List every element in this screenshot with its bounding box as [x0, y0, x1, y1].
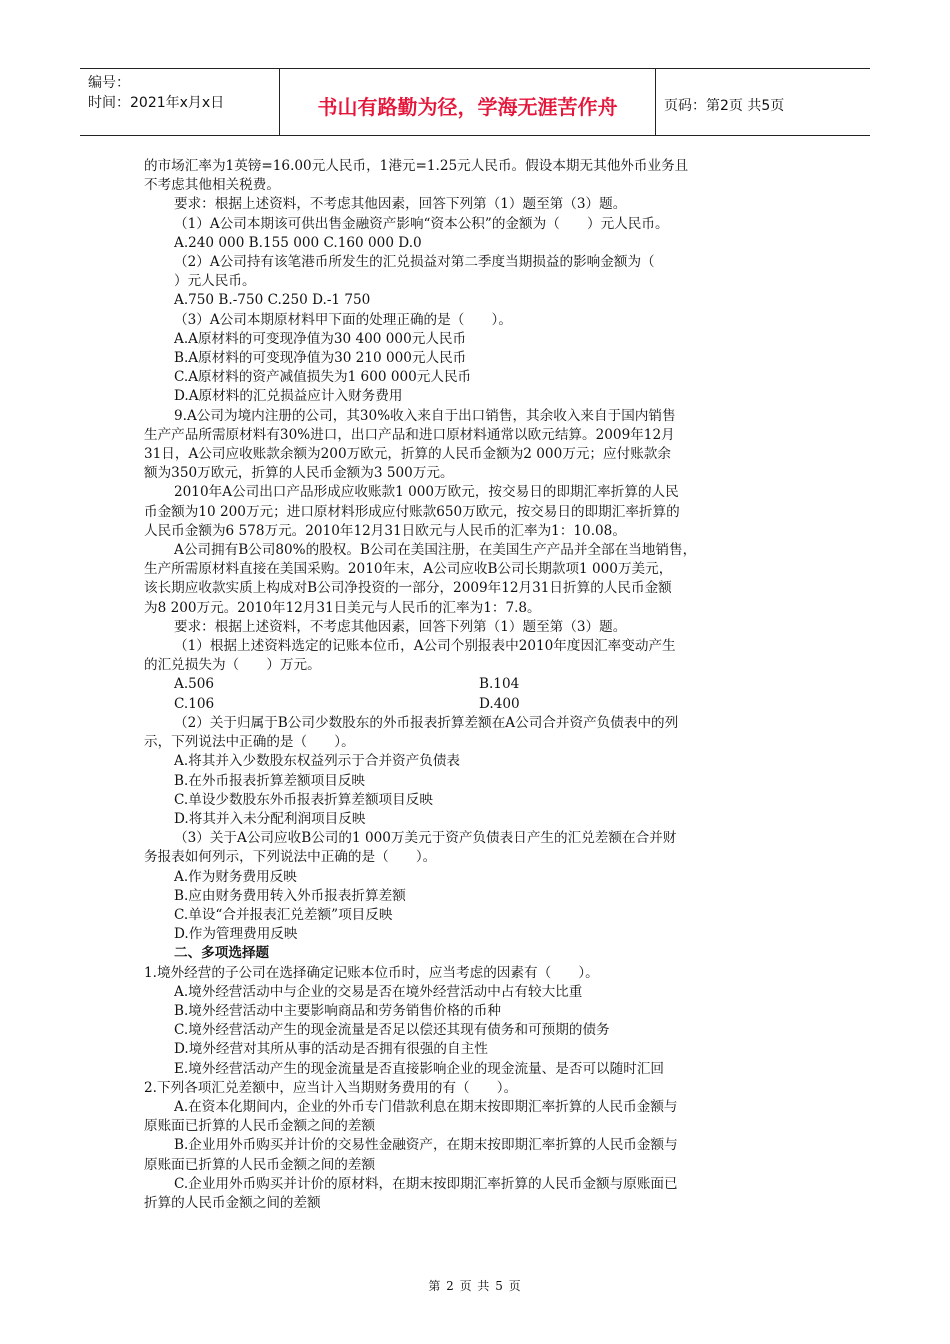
header-motto: 书山有路勤为径，学海无涯苦作舟	[280, 69, 656, 135]
text-line: 币金额为10 200万元；进口原材料形成应付账款650万欧元，按交易日的即期汇率折算的	[144, 503, 680, 520]
text-line: A.作为财务费用反映	[174, 868, 297, 885]
header-meta	[80, 69, 280, 135]
option-left: C.106	[174, 695, 215, 712]
text-line: C.单设少数股东外币报表折算差额项目反映	[174, 791, 433, 808]
text-line: 9.A公司为境内注册的公司，其30%收入来自于出口销售，其余收入来自于国内销售	[174, 407, 676, 424]
text-line: C.A原材料的资产减值损失为1 600 000元人民币	[174, 369, 472, 386]
text-line: 示，下列说法中正确的是（ ）。	[144, 734, 355, 751]
text-line: A.A原材料的可变现净值为30 400 000元人民币	[174, 330, 467, 347]
text-line: B.在外币报表折算差额项目反映	[174, 772, 366, 789]
text-line: （3）A公司本期原材料甲下面的处理正确的是（ ）。	[174, 311, 512, 328]
text-line: B.企业用外币购买并计价的交易性金融资产，在期末按即期汇率折算的人民币金额与	[174, 1137, 678, 1154]
text-line: C.单设“合并报表汇兑差额”项目反映	[174, 906, 393, 923]
option-right: B.104	[479, 676, 520, 693]
text-line: 折算的人民币金额之间的差额	[144, 1194, 321, 1211]
text-line: （1）A公司本期该可供出售金融资产影响“资本公积”的金额为（ ）元人民币。	[174, 215, 669, 232]
option-right: D.400	[479, 695, 520, 712]
text-line: 要求：根据上述资料，不考虑其他因素，回答下列第（1）题至第（3）题。	[174, 618, 627, 635]
text-line: 生产所需原材料直接在美国采购。2010年末，A公司应收B公司长期款项1 000万美元，	[144, 561, 673, 578]
text-line: 1.境外经营的子公司在选择确定记账本位币时，应当考虑的因素有（ ）。	[144, 964, 599, 981]
text-line: B.A原材料的可变现净值为30 210 000元人民币	[174, 350, 467, 367]
text-line: 生产产品所需原材料有30%进口，出口产品和进口原材料通常以欧元结算。2009年12月	[144, 426, 675, 443]
text-line: 的汇兑损失为（ ）万元。	[144, 657, 321, 674]
text-line: D.将其并入未分配利润项目反映	[174, 810, 366, 827]
text-line: D.作为管理费用反映	[174, 926, 298, 943]
text-line: 务报表如何列示，下列说法中正确的是（ ）。	[144, 849, 437, 866]
page-footer: 第 2 页 共 5 页	[428, 1279, 522, 1293]
text-line: 人民币金额为6 578万元。2010年12月31日欧元与人民币的汇率为1：10.08。	[144, 522, 626, 539]
text-line: 为8 200万元。2010年12月31日美元与人民币的汇率为1：7.8。	[144, 599, 541, 616]
text-line: A公司拥有B公司80%的股权。B公司在美国注册，在美国生产产品并全部在当地销售，	[174, 542, 697, 559]
document-number-label: 编号：	[88, 75, 130, 91]
text-line: A.240 000 B.155 000 C.160 000 D.0	[174, 234, 422, 251]
text-line: 的市场汇率为1英镑=16.00元人民币，1港元=1.25元人民币。假设本期无其他外币业务且	[144, 158, 689, 174]
text-line: 原账面已折算的人民币金额之间的差额	[144, 1118, 376, 1135]
text-line: A.750 B.-750 C.250 D.-1 750	[174, 292, 371, 309]
text-line: 不考虑其他相关税费。	[144, 177, 280, 194]
text-line: 31日，A公司应收账款余额为200万欧元，折算的人民币金额为2 000万元；应付账款余	[144, 446, 671, 463]
text-line: C.企业用外币购买并计价的原材料，在期末按即期汇率折算的人民币金额与原账面已	[174, 1175, 678, 1192]
text-line: A.境外经营活动中与企业的交易是否在境外经营活动中占有较大比重	[174, 983, 583, 1000]
text-line: 原账面已折算的人民币金额之间的差额	[144, 1156, 376, 1173]
text-line: ）元人民币。	[174, 273, 256, 290]
text-line: E.境外经营活动产生的现金流量是否直接影响企业的现金流量、是否可以随时汇回	[174, 1060, 665, 1077]
page-header	[80, 68, 870, 136]
option-left: A.506	[174, 676, 215, 693]
text-line: A.在资本化期间内，企业的外币专门借款利息在期末按即期汇率折算的人民币金额与	[174, 1098, 678, 1115]
text-line	[144, 675, 814, 694]
text-line: D.境外经营对其所从事的活动是否拥有很强的自主性	[174, 1041, 488, 1058]
text-line: C.境外经营活动产生的现金流量是否足以偿还其现有债务和可预期的债务	[174, 1022, 610, 1039]
text-line: （3）关于A公司应收B公司的1 000万美元于资产负债表日产生的汇兑差额在合并财	[174, 830, 677, 847]
text-line: （2）A公司持有该笔港币所发生的汇兑损益对第二季度当期损益的影响金额为（	[174, 254, 655, 271]
text-line: （1）根据上述资料选定的记账本位币，A公司个别报表中2010年度因汇率变动产生	[174, 638, 676, 655]
text-line: 2.下列各项汇兑差额中，应当计入当期财务费用的有（ ）。	[144, 1079, 518, 1096]
document-body	[144, 157, 814, 1213]
text-line: （2）关于归属于B公司少数股东的外币报表折算差额在A公司合并资产负债表中的列	[174, 714, 679, 731]
header-page-indicator: 页码：第2页 共5页	[664, 98, 785, 114]
document-date-label: 时间：2021年x月x日	[88, 95, 225, 111]
text-line: B.应由财务费用转入外币报表折算差额	[174, 887, 406, 904]
text-line: 2010年A公司出口产品形成应收账款1 000万欧元，按交易日的即期汇率折算的人民	[174, 484, 679, 501]
text-line: D.A原材料的汇兑损益应计入财务费用	[174, 388, 403, 405]
text-line	[144, 695, 814, 714]
text-line: A.将其并入少数股东权益列示于合并资产负债表	[174, 753, 461, 770]
section-heading: 二、多项选择题	[174, 945, 270, 962]
text-line: 额为350万欧元，折算的人民币金额为3 500万元。	[144, 465, 454, 482]
text-line: 该长期应收款实质上构成对B公司净投资的一部分，2009年12月31日折算的人民币金额	[144, 580, 672, 597]
text-line: B.境外经营活动中主要影响商品和劳务销售价格的币种	[174, 1002, 501, 1019]
text-line: 要求：根据上述资料，不考虑其他因素，回答下列第（1）题至第（3）题。	[174, 196, 627, 213]
